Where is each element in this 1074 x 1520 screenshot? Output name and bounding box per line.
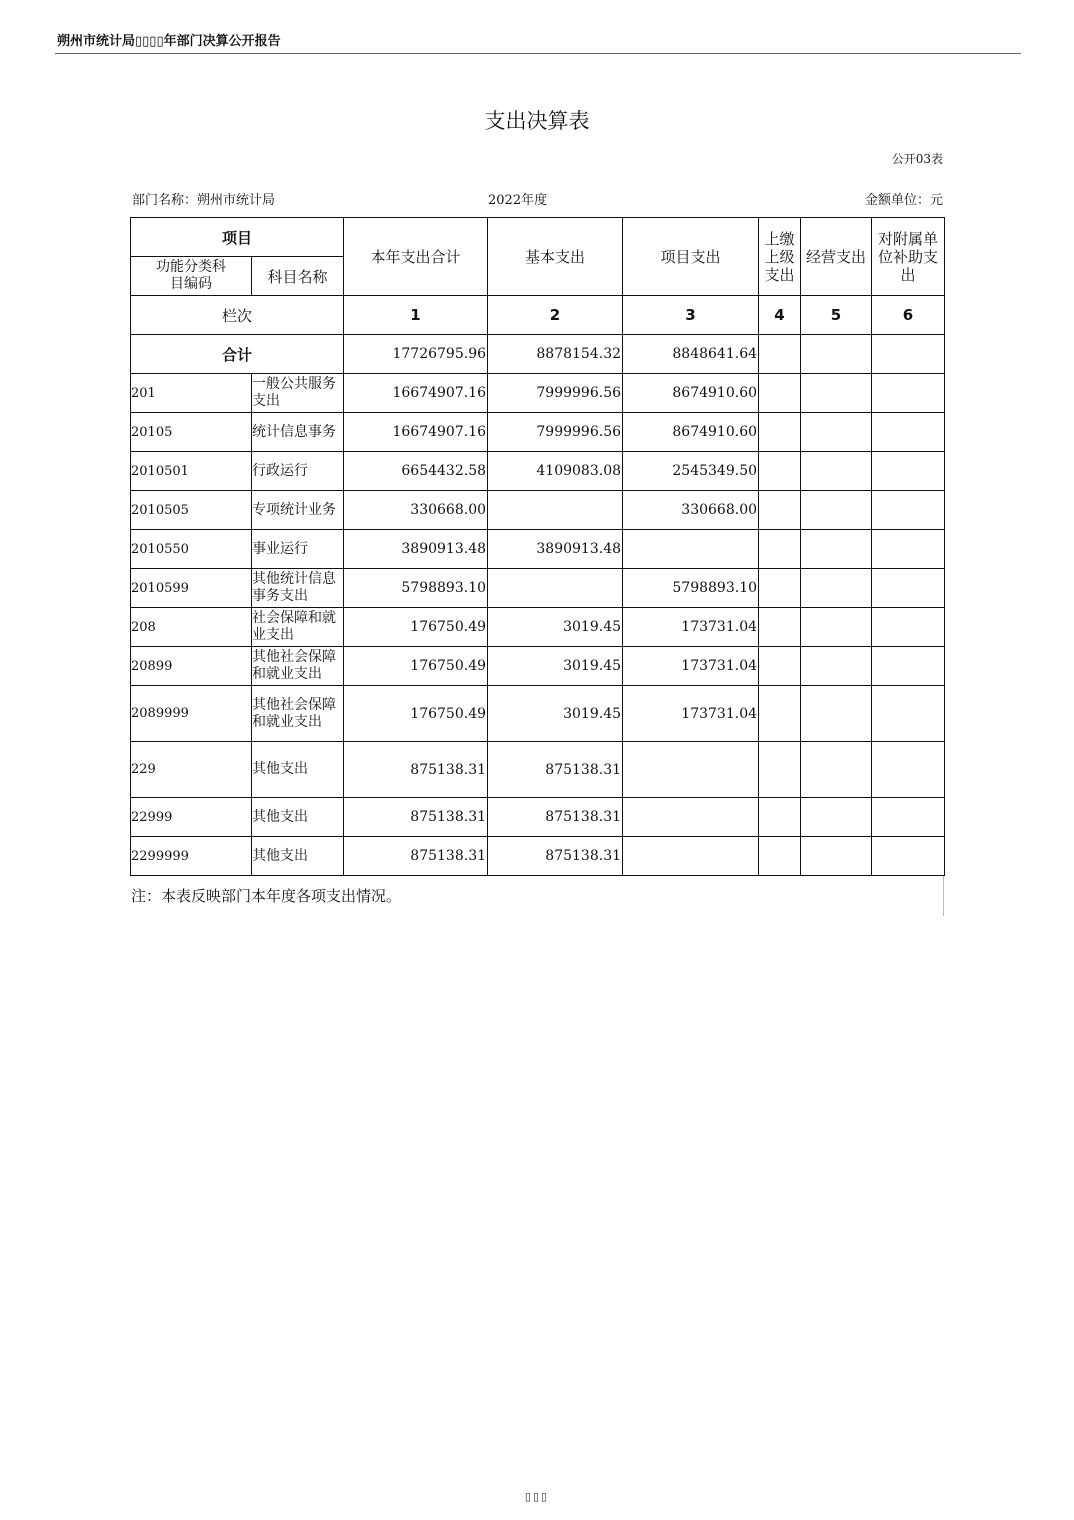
row-subject-name: 其他统计信息事务支出 xyxy=(252,569,344,608)
row-total: 176750.49 xyxy=(344,608,488,647)
table-row xyxy=(131,686,945,742)
row-basic: 875138.31 xyxy=(488,742,623,798)
header-basic: 基本支出 xyxy=(488,218,623,296)
row-upper xyxy=(759,837,801,876)
table-row xyxy=(131,837,945,876)
row-business xyxy=(801,837,872,876)
form-number: 公开03表 xyxy=(891,152,943,166)
row-subject-name: 其他支出 xyxy=(252,837,344,876)
row-upper xyxy=(759,452,801,491)
total-business xyxy=(801,335,872,374)
header-upper: 上缴上级支出 xyxy=(759,218,801,296)
row-upper xyxy=(759,530,801,569)
department-name: 部门名称：朔州市统计局 xyxy=(132,193,276,208)
row-total: 16674907.16 xyxy=(344,413,488,452)
header-business: 经营支出 xyxy=(801,218,872,296)
header-func-code: 功能分类科目编码 xyxy=(131,257,252,296)
table-row xyxy=(131,569,945,608)
row-project: 330668.00 xyxy=(623,491,759,530)
row-subsidy xyxy=(872,608,945,647)
header-item: 项目 xyxy=(131,218,344,257)
row-basic: 7999996.56 xyxy=(488,413,623,452)
row-total: 330668.00 xyxy=(344,491,488,530)
footnote: 注：本表反映部门本年度各项支出情况。 xyxy=(131,887,402,905)
row-business xyxy=(801,686,872,742)
row-subject-name: 一般公共服务支出 xyxy=(252,374,344,413)
row-total: 5798893.10 xyxy=(344,569,488,608)
row-upper xyxy=(759,374,801,413)
row-code: 2089999 xyxy=(131,686,252,742)
row-subject-name: 专项统计业务 xyxy=(252,491,344,530)
row-upper xyxy=(759,569,801,608)
row-basic: 4109083.08 xyxy=(488,452,623,491)
row-upper xyxy=(759,608,801,647)
index-2: 2 xyxy=(488,296,623,335)
row-project: 173731.04 xyxy=(623,608,759,647)
row-total: 176750.49 xyxy=(344,686,488,742)
table-row xyxy=(131,742,945,798)
table-row xyxy=(131,413,945,452)
row-total: 16674907.16 xyxy=(344,374,488,413)
row-business xyxy=(801,491,872,530)
table-row xyxy=(131,530,945,569)
row-subject-name: 其他社会保障和就业支出 xyxy=(252,647,344,686)
page-title: 支出决算表 xyxy=(484,109,590,133)
row-upper xyxy=(759,647,801,686)
row-subject-name: 社会保障和就业支出 xyxy=(252,608,344,647)
currency-unit: 金额单位：元 xyxy=(864,193,943,208)
row-basic: 3019.45 xyxy=(488,608,623,647)
index-label: 栏次 xyxy=(131,296,344,335)
row-basic xyxy=(488,491,623,530)
row-code: 2010550 xyxy=(131,530,252,569)
row-project: 5798893.10 xyxy=(623,569,759,608)
row-subsidy xyxy=(872,837,945,876)
row-subsidy xyxy=(872,530,945,569)
row-project: 173731.04 xyxy=(623,647,759,686)
row-subject-name: 事业运行 xyxy=(252,530,344,569)
row-code: 22999 xyxy=(131,798,252,837)
row-subsidy xyxy=(872,798,945,837)
row-basic: 7999996.56 xyxy=(488,374,623,413)
page-header: 朔州市统计局▯▯▯▯年部门决算公开报告 xyxy=(57,34,281,49)
row-upper xyxy=(759,742,801,798)
table-row xyxy=(131,452,945,491)
index-3: 3 xyxy=(623,296,759,335)
row-total: 875138.31 xyxy=(344,837,488,876)
index-1: 1 xyxy=(344,296,488,335)
index-4: 4 xyxy=(759,296,801,335)
row-upper xyxy=(759,798,801,837)
row-upper xyxy=(759,491,801,530)
row-code: 2010505 xyxy=(131,491,252,530)
row-code: 2010599 xyxy=(131,569,252,608)
row-subsidy xyxy=(872,686,945,742)
header-subsidy: 对附属单位补助支出 xyxy=(872,218,945,296)
row-code: 2299999 xyxy=(131,837,252,876)
total-label: 合计 xyxy=(131,335,344,374)
total-subsidy xyxy=(872,335,945,374)
row-basic: 3019.45 xyxy=(488,686,623,742)
row-upper xyxy=(759,413,801,452)
row-code: 201 xyxy=(131,374,252,413)
header-row xyxy=(131,218,945,257)
row-project: 8674910.60 xyxy=(623,374,759,413)
row-code: 229 xyxy=(131,742,252,798)
header-divider xyxy=(55,53,1021,54)
row-subsidy xyxy=(872,413,945,452)
row-basic: 3019.45 xyxy=(488,647,623,686)
row-code: 20899 xyxy=(131,647,252,686)
row-code: 20105 xyxy=(131,413,252,452)
row-subject-name: 其他支出 xyxy=(252,742,344,798)
row-total: 6654432.58 xyxy=(344,452,488,491)
row-project: 8674910.60 xyxy=(623,413,759,452)
row-project: 2545349.50 xyxy=(623,452,759,491)
row-subsidy xyxy=(872,647,945,686)
row-total: 3890913.48 xyxy=(344,530,488,569)
row-project: 173731.04 xyxy=(623,686,759,742)
row-basic: 875138.31 xyxy=(488,837,623,876)
row-subject-name: 其他支出 xyxy=(252,798,344,837)
total-project: 8848641.64 xyxy=(623,335,759,374)
row-subject-name: 统计信息事务 xyxy=(252,413,344,452)
total-upper xyxy=(759,335,801,374)
row-total: 875138.31 xyxy=(344,742,488,798)
row-upper xyxy=(759,686,801,742)
header-project: 项目支出 xyxy=(623,218,759,296)
row-basic: 3890913.48 xyxy=(488,530,623,569)
table-row xyxy=(131,798,945,837)
row-total: 875138.31 xyxy=(344,798,488,837)
row-code: 2010501 xyxy=(131,452,252,491)
index-5: 5 xyxy=(801,296,872,335)
table-tail-line xyxy=(943,876,944,916)
row-subsidy xyxy=(872,374,945,413)
table-row xyxy=(131,374,945,413)
header-total: 本年支出合计 xyxy=(344,218,488,296)
row-subsidy xyxy=(872,569,945,608)
index-6: 6 xyxy=(872,296,945,335)
page-number: ▯▯▯ xyxy=(524,1490,550,1503)
row-subject-name: 其他社会保障和就业支出 xyxy=(252,686,344,742)
row-project xyxy=(623,530,759,569)
table-row xyxy=(131,491,945,530)
row-subsidy xyxy=(872,742,945,798)
row-code: 208 xyxy=(131,608,252,647)
row-subsidy xyxy=(872,491,945,530)
index-row xyxy=(131,296,945,335)
row-business xyxy=(801,530,872,569)
row-project xyxy=(623,837,759,876)
total-amount: 17726795.96 xyxy=(344,335,488,374)
row-business xyxy=(801,608,872,647)
table-row xyxy=(131,608,945,647)
header-subject-name: 科目名称 xyxy=(252,257,344,296)
row-business xyxy=(801,798,872,837)
fiscal-year: 2022年度 xyxy=(488,193,548,208)
row-subsidy xyxy=(872,452,945,491)
row-business xyxy=(801,374,872,413)
table-row xyxy=(131,647,945,686)
row-business xyxy=(801,452,872,491)
row-subject-name: 行政运行 xyxy=(252,452,344,491)
expenditure-table xyxy=(130,217,945,876)
row-business xyxy=(801,413,872,452)
row-project xyxy=(623,798,759,837)
row-basic xyxy=(488,569,623,608)
total-basic: 8878154.32 xyxy=(488,335,623,374)
row-business xyxy=(801,742,872,798)
row-business xyxy=(801,569,872,608)
total-row xyxy=(131,335,945,374)
row-total: 176750.49 xyxy=(344,647,488,686)
row-basic: 875138.31 xyxy=(488,798,623,837)
row-project xyxy=(623,742,759,798)
row-business xyxy=(801,647,872,686)
